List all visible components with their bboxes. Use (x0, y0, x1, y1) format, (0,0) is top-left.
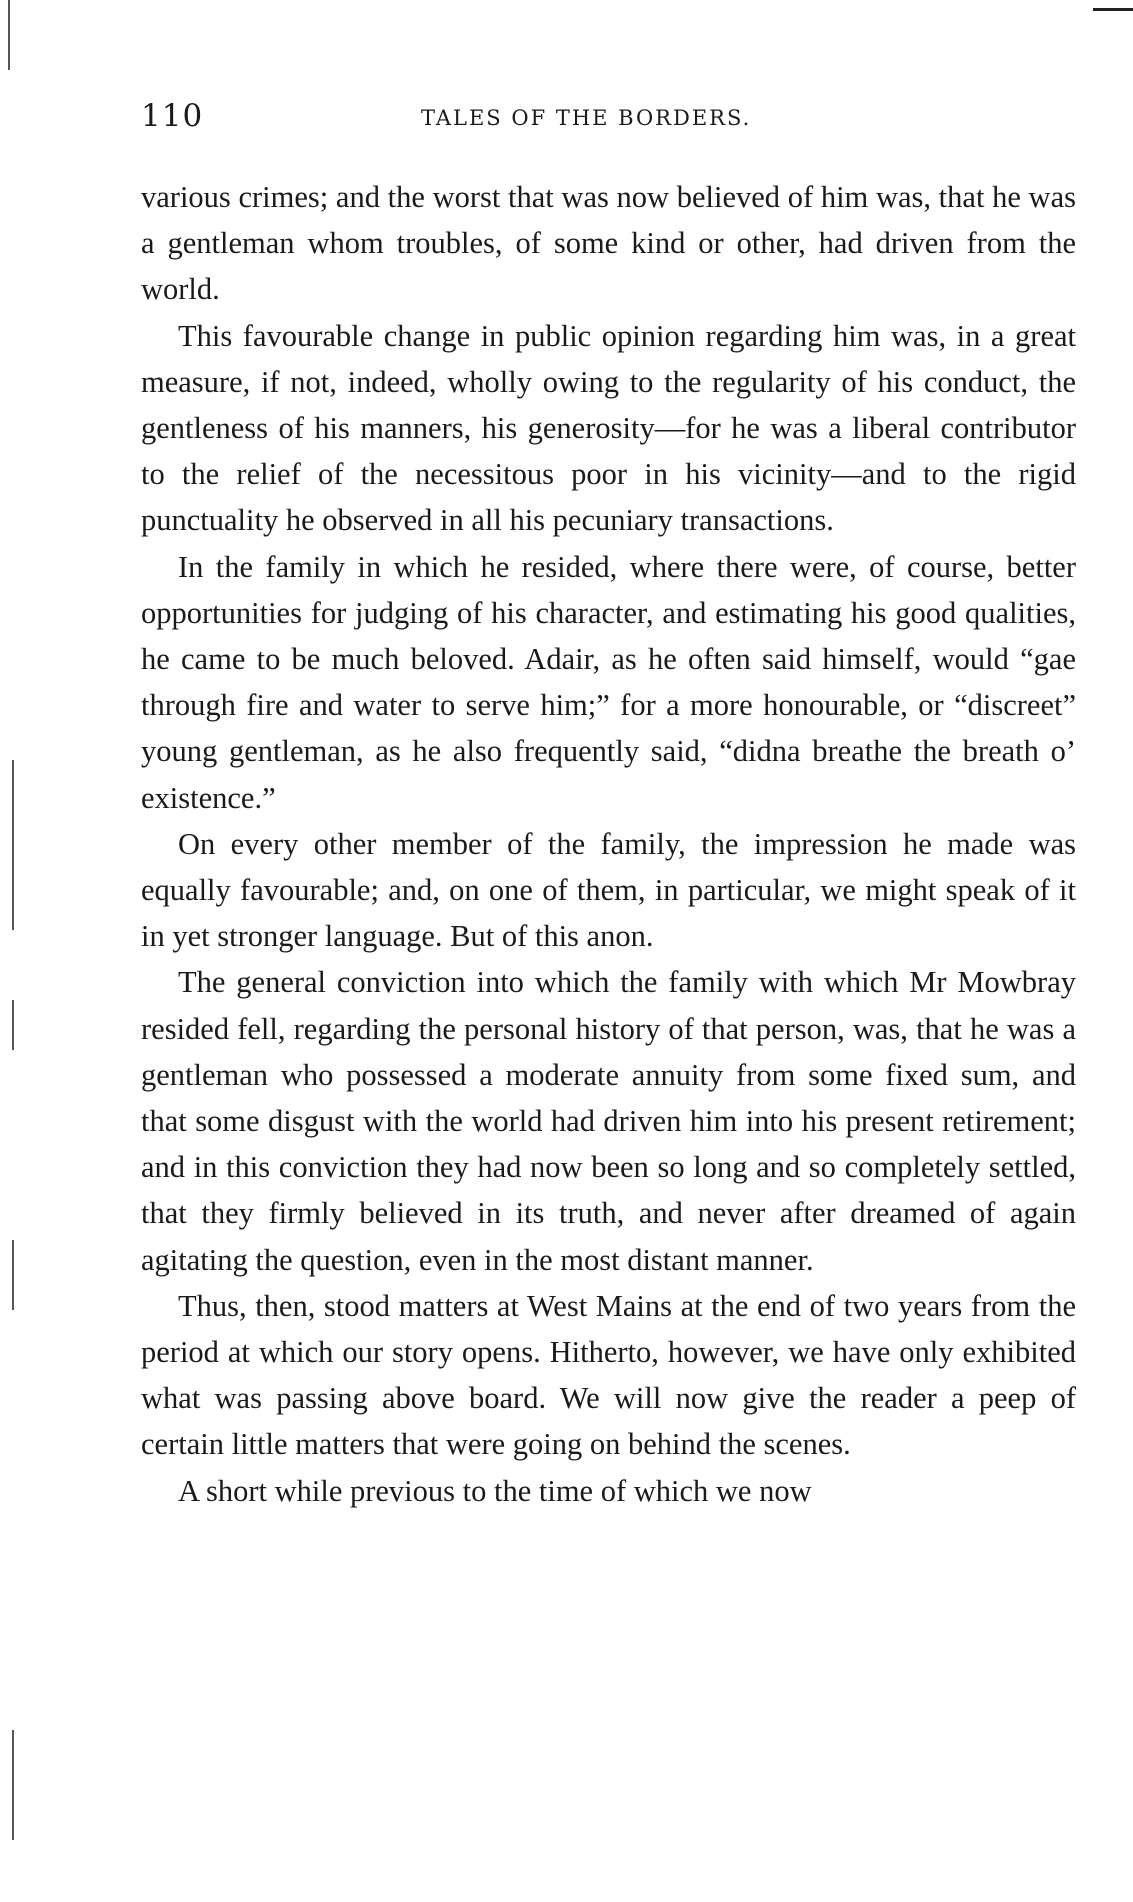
scan-edge-mark (8, 0, 10, 70)
paragraph: This favourable change in public opinion regarding him was, in a great measure, if not, indeed, wholly owing to the regularity of his conduct, the gentleness of his manners, his generosity—for he was a liberal contributor to the relief of the necessitous poor in his vicinity—and to the rigid punctuality he observed in all his pecuniary transactions. (141, 318, 1076, 538)
paragraph: In the family in which he resided, where there were, of course, better opportunities for judging of his character, and estimating his good qualities, he came to be much beloved. Adair, as he often said himself, would “gae through fire and water to serve him;” for a more honourable, or “discreet” young gentleman, as he also frequently said, “didna breathe the breath o’ existence.” (141, 549, 1076, 815)
body-text (141, 174, 1076, 1514)
page-header (141, 98, 1076, 142)
scan-edge-mark (12, 1240, 14, 1310)
paragraph: various crimes; and the worst that was now believed of him was, that he was a gentleman whom troubles, of some kind or other, had driven from the world. (141, 180, 1076, 307)
scan-edge-mark (12, 1000, 14, 1050)
scan-edge-mark (12, 1730, 14, 1840)
paragraph: On every other member of the family, the impression he made was equally favourable; and, on one of them, in particular, we might speak of it in yet stronger language. But of this anon. (141, 826, 1076, 954)
paragraph: The general conviction into which the family with which Mr Mowbray resided fell, regarding the personal history of that person, was, that he was a gentleman who possessed a moderate annuity from some fixed sum, and that some disgust with the world had driven him into his present retirement; and in this conviction they had now been so long and so completely settled, that they firmly believed in its truth, and never after dreamed of again agitating the question, even in the most distant manner. (141, 965, 1076, 1277)
running-head: TALES OF THE BORDERS. (421, 106, 752, 130)
scan-edge-mark (12, 760, 14, 930)
paragraph: A short while previous to the time of which we now (178, 1473, 812, 1508)
page-number: 110 (141, 98, 204, 134)
paragraph: Thus, then, stood matters at West Mains at the end of two years from the period at which our story opens. Hitherto, however, we have only exhibited what was passing above board. We will now give the reader a peep of certain little matters that were going on behind the scenes. (141, 1288, 1076, 1462)
scan-corner-mark (1093, 8, 1133, 11)
